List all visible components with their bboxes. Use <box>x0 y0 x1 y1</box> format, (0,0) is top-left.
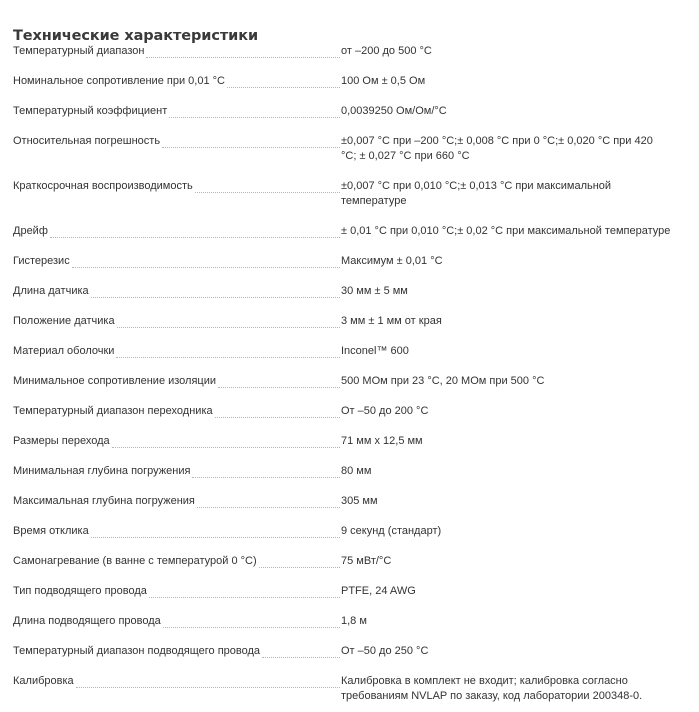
spec-row <box>13 224 693 239</box>
spec-label-cell <box>13 584 341 599</box>
spec-label: Дрейф <box>13 225 48 237</box>
spec-row <box>13 644 693 659</box>
spec-value: Максимум ± 0,01 °C <box>341 255 443 267</box>
spec-value: PTFE, 24 AWG <box>341 585 416 597</box>
dot-leader <box>227 87 340 88</box>
spec-label-cell <box>13 344 341 359</box>
spec-value: 71 мм x 12,5 мм <box>341 435 423 447</box>
dot-leader <box>91 297 340 298</box>
spec-label-cell <box>13 434 341 449</box>
dot-leader <box>112 447 340 448</box>
spec-value: ±0,007 °C при 0,010 °C;± 0,013 °C при максимальной температуре <box>341 180 612 207</box>
dot-leader <box>215 417 340 418</box>
spec-label-cell <box>13 254 341 269</box>
dot-leader <box>50 237 340 238</box>
spec-value: от –200 до 500 °C <box>341 45 432 57</box>
spec-value: От –50 до 200 °C <box>341 405 429 417</box>
spec-label: Материал оболочки <box>13 345 115 357</box>
spec-value: 305 мм <box>341 495 378 507</box>
spec-label: Тип подводящего провода <box>13 585 147 597</box>
spec-label: Температурный коэффициент <box>13 105 168 117</box>
dot-leader <box>259 567 340 568</box>
spec-label-cell <box>13 464 341 479</box>
spec-value: Inconel™ 600 <box>341 345 409 357</box>
spec-row <box>13 404 693 419</box>
spec-row <box>13 524 693 539</box>
spec-value: ±0,007 °C при –200 °C;± 0,008 °C при 0 °C;± 0,020 °C при 420 °C; ± 0,027 °C при 660 °C <box>341 135 653 162</box>
dot-leader <box>117 327 340 328</box>
spec-label-cell <box>13 614 341 629</box>
spec-label: Максимальная глубина погружения <box>13 495 195 507</box>
spec-label: Самонагревание (в ванне с температурой 0 °C) <box>13 555 257 567</box>
dot-leader <box>197 507 340 508</box>
spec-label: Положение датчика <box>13 315 115 327</box>
spec-row <box>13 254 693 269</box>
spec-label: Минимальная глубина погружения <box>13 465 191 477</box>
dot-leader <box>163 627 340 628</box>
spec-label: Размеры перехода <box>13 435 110 447</box>
spec-value: 1,8 м <box>341 615 367 627</box>
section-title: Технические характеристики <box>13 28 259 45</box>
spec-label-cell <box>13 179 341 194</box>
spec-label: Гистерезис <box>13 255 70 267</box>
spec-label-cell <box>13 494 341 509</box>
spec-label: Температурный диапазон переходника <box>13 405 213 417</box>
spec-label: Относительная погрешность <box>13 135 161 147</box>
dot-leader <box>72 267 340 268</box>
spec-row <box>13 179 693 209</box>
spec-label: Номинальное сопротивление при 0,01 °C <box>13 75 225 87</box>
dot-leader <box>146 57 340 58</box>
spec-label-cell <box>13 134 341 149</box>
spec-label-cell <box>13 674 341 689</box>
dot-leader <box>192 477 340 478</box>
spec-value: ± 0,01 °C при 0,010 °C;± 0,02 °C при максимальной температуре <box>341 225 671 237</box>
spec-row <box>13 584 693 599</box>
spec-label: Длина датчика <box>13 285 89 297</box>
spec-row <box>13 134 693 164</box>
spec-label-cell <box>13 314 341 329</box>
spec-row <box>13 374 693 389</box>
spec-label: Длина подводящего провода <box>13 615 161 627</box>
spec-label-cell <box>13 404 341 419</box>
spec-value: От –50 до 250 °C <box>341 645 429 657</box>
spec-row <box>13 344 693 359</box>
spec-value: 75 мВт/°C <box>341 555 392 567</box>
spec-value: 30 мм ± 5 мм <box>341 285 408 297</box>
spec-row <box>13 434 693 449</box>
spec-label-cell <box>13 554 341 569</box>
spec-label: Температурный диапазон <box>13 45 145 57</box>
dot-leader <box>149 597 340 598</box>
spec-label-cell <box>13 374 341 389</box>
spec-value: 100 Ом ± 0,5 Ом <box>341 75 426 87</box>
spec-row <box>13 284 693 299</box>
spec-label-cell <box>13 644 341 659</box>
spec-row <box>13 674 693 704</box>
spec-label-cell <box>13 224 341 239</box>
dot-leader <box>218 387 340 388</box>
spec-label: Краткосрочная воспроизводимость <box>13 180 193 192</box>
dot-leader <box>262 657 340 658</box>
spec-label: Минимальное сопротивление изоляции <box>13 375 217 387</box>
spec-label: Температурный диапазон подводящего провода <box>13 645 261 657</box>
dot-leader <box>76 687 340 688</box>
spec-value: 3 мм ± 1 мм от края <box>341 315 442 327</box>
spec-label-cell <box>13 74 341 89</box>
spec-value: Калибровка в комплект не входит; калибровка согласно требованиям NVLAP по заказу, код лаборатории 200348-0. <box>341 675 643 702</box>
spec-value: 0,0039250 Ом/Ом/°C <box>341 105 447 117</box>
spec-label: Время отклика <box>13 525 89 537</box>
spec-row <box>13 494 693 509</box>
spec-row <box>13 464 693 479</box>
dot-leader <box>116 357 340 358</box>
spec-label: Калибровка <box>13 675 74 687</box>
spec-row <box>13 614 693 629</box>
spec-row <box>13 104 693 119</box>
spec-label-cell <box>13 284 341 299</box>
spec-value: 9 секунд (стандарт) <box>341 525 442 537</box>
spec-value: 500 МОм при 23 °C, 20 МОм при 500 °C <box>341 375 545 387</box>
dot-leader <box>195 192 340 193</box>
spec-row <box>13 554 693 569</box>
dot-leader <box>91 537 340 538</box>
spec-row <box>13 314 693 329</box>
dot-leader <box>162 147 340 148</box>
spec-row <box>13 74 693 89</box>
spec-label-cell <box>13 104 341 119</box>
spec-label-cell <box>13 524 341 539</box>
dot-leader <box>169 117 340 118</box>
spec-label-cell <box>13 44 341 59</box>
spec-value: 80 мм <box>341 465 372 477</box>
spec-row <box>13 44 693 59</box>
